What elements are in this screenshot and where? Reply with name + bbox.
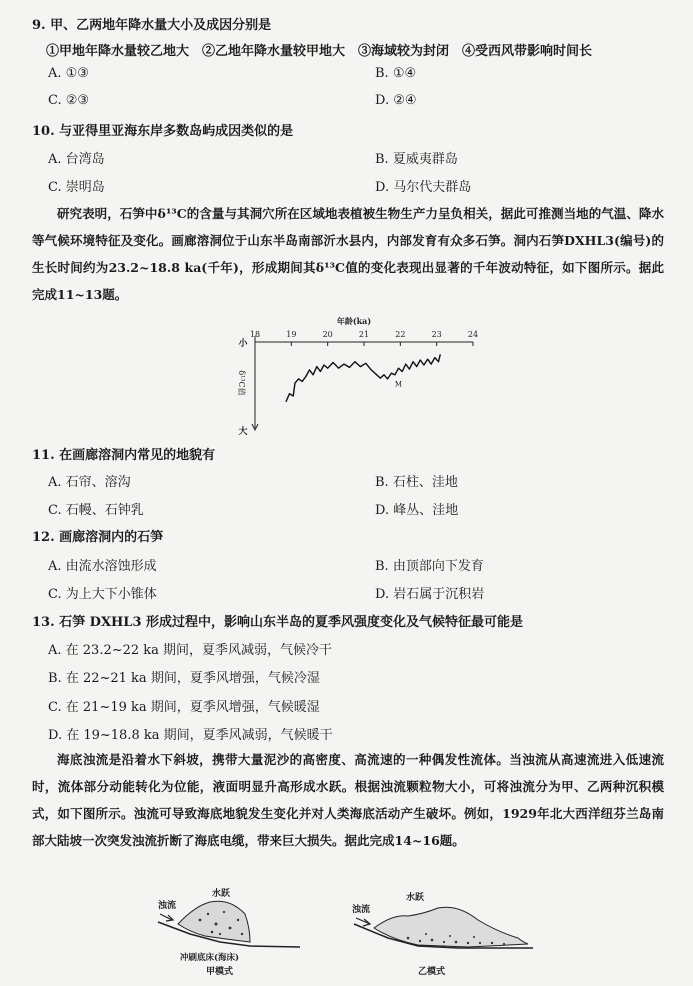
question-13-option-a: A. 在 23.2~22 ka 期间，夏季风减弱，气候冷干 (48, 643, 333, 658)
x-tick-label: 24 (467, 330, 479, 339)
y-axis-title: δ¹³C值 (237, 370, 246, 396)
question-12-stem: 12. 画廊溶洞内的石笋 (32, 530, 164, 545)
question-11-option-c: C. 石幔、石钟乳 (48, 503, 144, 518)
y-axis-top-label: 小 (238, 339, 248, 349)
question-12-option-b: B. 由顶部向下发育 (375, 559, 484, 574)
x-tick-label: 19 (286, 330, 297, 339)
question-9-statements: ①甲地年降水量较乙地大 ②乙地年降水量较甲地大 ③海域较为封闭 ④受西风带影响时间长 (46, 44, 593, 59)
jia-turbidity-label: 浊流 (158, 901, 177, 911)
question-13-option-d: D. 在 19~18.8 ka 期间，夏季风减弱，气候暖干 (48, 728, 333, 743)
x-tick-label: 23 (431, 330, 442, 339)
passage-stalagmite: 研究表明，石笋中δ¹³C的含量与其洞穴所在区域地表植被生物生产力呈负相关，据此可推测当地的气温、降水等气候环境特征及变化。画廊溶洞位于山东半岛南部沂水县内，内部发育有众多石笋。洞内石笋DXHL3(编号)的生长时间约为23.2~18.8 ka(千年)，形成期间其δ¹³C值的变化表现出显著的千年波动特征，如下图所示。据此完成11~13题。 (32, 206, 664, 302)
turbidity-diagram-yi (348, 884, 538, 976)
question-10-option-d: D. 马尔代夫群岛 (375, 180, 472, 195)
question-10-option-a: A. 台湾岛 (48, 152, 105, 167)
question-10-option-c: C. 崇明岛 (48, 180, 105, 195)
question-9-stem: 9. 甲、乙两地年降水量大小及成因分别是 (32, 18, 272, 33)
yi-turbidity-label: 浊流 (352, 905, 371, 915)
flow-body (178, 901, 250, 942)
x-tick-label: 22 (395, 330, 406, 339)
question-12-option-a: A. 由流水溶蚀形成 (48, 559, 157, 574)
turbidity-diagram-jia (150, 884, 310, 976)
question-9-option-b: B. ①④ (375, 66, 417, 81)
question-9-option-c: C. ②③ (48, 93, 90, 108)
delta13c-chart (225, 316, 485, 436)
question-13-option-b: B. 在 22~21 ka 期间，夏季风增强，气候冷湿 (48, 671, 320, 686)
question-11-option-d: D. 峰丛、洼地 (375, 503, 459, 518)
question-13-stem: 13. 石笋 DXHL3 形成过程中，影响山东半岛的夏季风强度变化及气候特征最可能是 (32, 615, 524, 630)
question-11-option-b: B. 石柱、洼地 (375, 475, 458, 490)
annotation-label: M (394, 380, 403, 389)
question-10-stem: 10. 与亚得里亚海东岸多数岛屿成因类似的是 (32, 124, 294, 139)
question-10-option-b: B. 夏威夷群岛 (375, 152, 458, 167)
question-11-stem: 11. 在画廊溶洞内常见的地貌有 (32, 448, 216, 463)
y-axis-bottom-label: 大 (238, 427, 248, 436)
question-9-option-d: D. ②④ (375, 93, 417, 108)
x-tick-label: 20 (322, 330, 333, 339)
jia-caption: 甲模式 (206, 967, 234, 976)
passage-turbidity: 海底浊流是沿着水下斜坡，携带大量泥沙的高密度、高流速的一种偶发性流体。当浊流从高速流进入低速流时，流体部分动能转化为位能，液面明显升高形成水跃。根据浊流颗粒物大小，可将浊流分为甲、乙两种沉积模式，如下图所示。浊流可导致海底地貌发生变化并对人类海底活动产生破坏。例如，1929年北大西洋纽芬兰岛南部大陆坡一次突发浊流折断了海底电缆，带来巨大损失。据此完成14~16题。 (32, 752, 664, 848)
x-tick-label: 21 (358, 330, 370, 339)
series-line-DXHL3 (286, 354, 440, 402)
jia-bed-label: 冲刷底床(海床) (180, 953, 240, 963)
yi-caption: 乙模式 (418, 967, 446, 976)
question-11-option-a: A. 石帘、溶沟 (48, 475, 131, 490)
question-9-option-a: A. ①③ (48, 66, 89, 81)
question-12-option-d: D. 岩石属于沉积岩 (375, 587, 485, 602)
question-13-option-c: C. 在 21~19 ka 期间，夏季风增强，气候暖湿 (48, 700, 320, 715)
x-axis-title: 年龄(ka) (336, 316, 372, 326)
jia-jump-label: 水跃 (212, 889, 231, 899)
x-tick-label: 18 (249, 330, 261, 339)
yi-jump-label: 水跃 (406, 893, 425, 903)
question-12-option-c: C. 为上大下小锥体 (48, 587, 157, 602)
